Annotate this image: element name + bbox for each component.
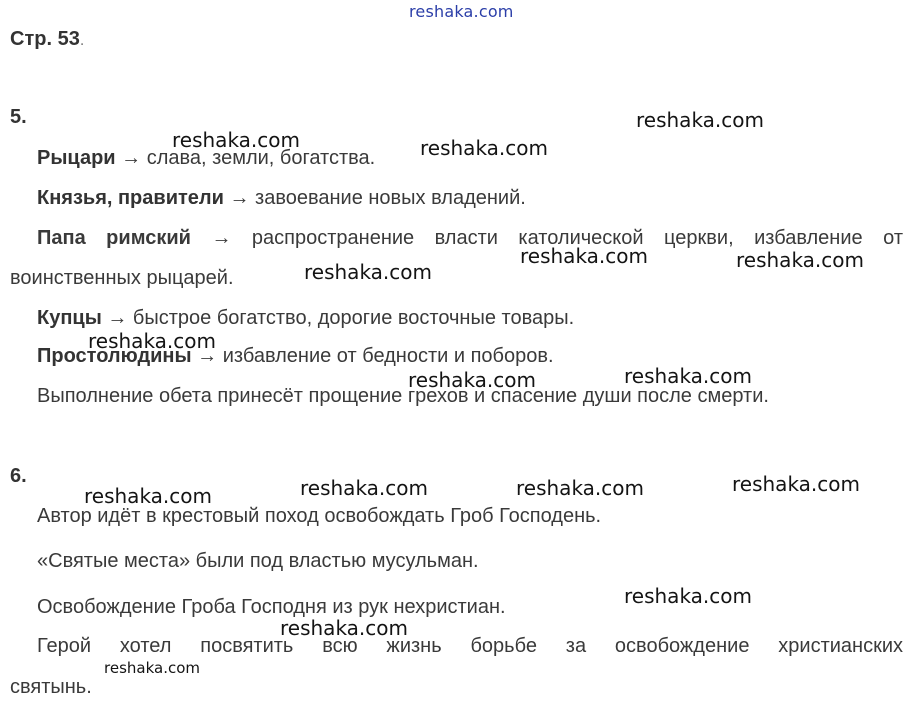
row-text: быстрое богатство, дорогие восточные товары. [132, 307, 575, 329]
watermark: reshaka.com [88, 329, 216, 353]
row-text: завоевание новых владений. [255, 187, 526, 209]
task-5-row-merchants [37, 307, 574, 330]
watermark: reshaka.com [624, 584, 752, 608]
row-term: Простолюдины [37, 345, 192, 367]
task-5-note: Выполнение обета принесёт прощение грехов и спасение души после смерти. [37, 385, 769, 407]
task-5-row-princes [37, 187, 526, 210]
row-text: распространение власти католической церкви, избавление от [251, 227, 903, 249]
task-6-line-3: Освобождение Гроба Господня из рук нехристиан. [37, 596, 506, 618]
row-term: Купцы [37, 307, 102, 329]
task-5-number: 5. [10, 106, 27, 128]
task-6-line-2: «Святые места» были под властью мусульман. [37, 550, 479, 572]
arrow-icon: → [191, 345, 223, 367]
row-term: Рыцари [37, 147, 116, 169]
task-6-line-4: Герой хотел посвятить всю жизнь борьбе за освобождение христианских [37, 635, 903, 657]
watermark: reshaka.com [408, 368, 536, 392]
row-term: Князья, правители [37, 187, 224, 209]
watermark: reshaka.com [84, 484, 212, 508]
watermark: reshaka.com [300, 476, 428, 500]
arrow-icon: → [115, 147, 147, 169]
watermark-small: reshaka.com [104, 659, 200, 677]
watermark: reshaka.com [636, 108, 764, 132]
task-6-line-1: Автор идёт в крестовый поход освобождать Гроб Господень. [37, 505, 602, 527]
watermark: reshaka.com [516, 476, 644, 500]
watermark: reshaka.com [736, 248, 864, 272]
watermark: reshaka.com [624, 364, 752, 388]
watermark: reshaka.com [420, 136, 548, 160]
watermark: reshaka.com [280, 616, 408, 640]
task-6-number: 6. [10, 465, 27, 487]
watermark: reshaka.com [304, 260, 432, 284]
row-term: Папа римский [37, 227, 191, 249]
watermark-top: reshaka.com [409, 2, 514, 21]
watermark: reshaka.com [732, 472, 860, 496]
row-text: избавление от бедности и поборов. [222, 345, 554, 367]
watermark: reshaka.com [172, 128, 300, 152]
page-reference-dot: . [79, 32, 85, 49]
page-reference-text: Стр. 53 [10, 28, 80, 50]
watermark: reshaka.com [520, 244, 648, 268]
row-text: слава, земли, богатства. [146, 147, 376, 169]
page-reference [10, 28, 84, 51]
task-5-row-pope-continuation: воинственных рыцарей. [10, 267, 234, 289]
task-6-line-4-continuation: святынь. [10, 676, 92, 698]
arrow-icon: → [190, 227, 252, 249]
arrow-icon: → [223, 187, 256, 209]
task-5-row-pope [37, 227, 903, 250]
arrow-icon: → [101, 307, 133, 329]
